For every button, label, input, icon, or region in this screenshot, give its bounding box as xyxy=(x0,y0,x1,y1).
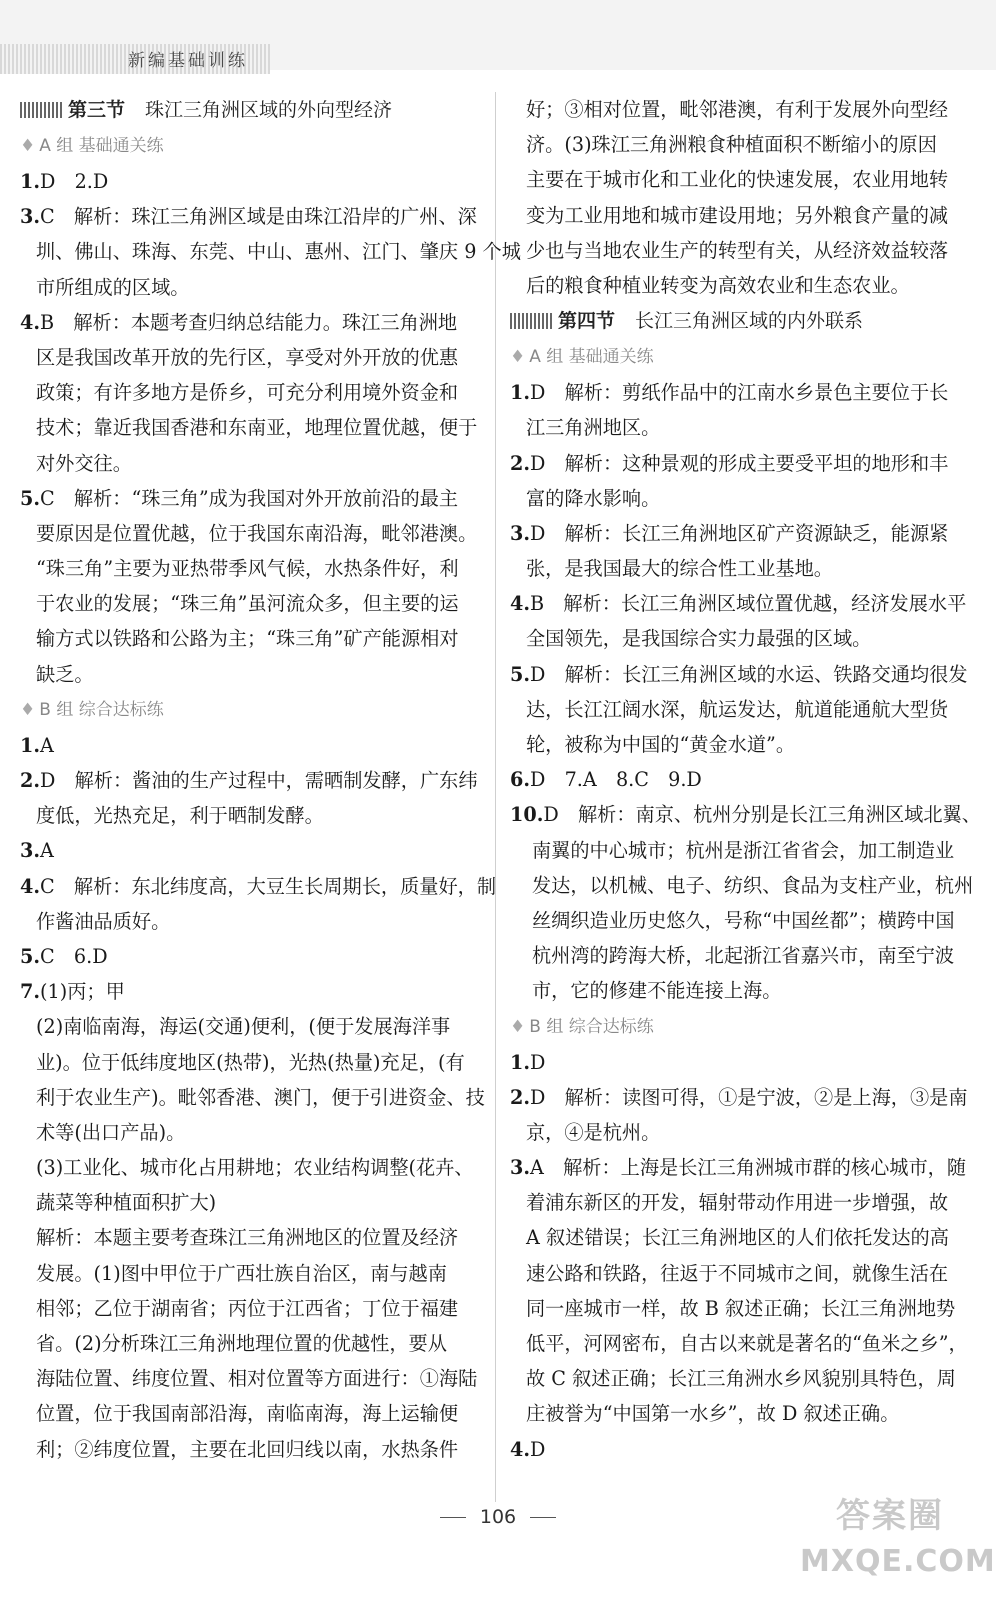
answer-text: D 解析：这种景观的形成主要受平坦的地形和丰 xyxy=(530,451,949,475)
answer-line xyxy=(510,586,980,621)
answer-text: C 解析：“珠三角”成为我国对外开放前沿的最主 xyxy=(40,486,459,510)
diamond-icon: ♦ xyxy=(510,347,526,368)
continuation-line: 南翼的中心城市；杭州是浙江省省会，加工制造业 xyxy=(532,838,955,862)
diamond-icon: ♦ xyxy=(20,699,36,720)
group-heading xyxy=(510,1009,980,1045)
continuation-line: 速公路和铁路，往返于不同城市之间，就像生活在 xyxy=(526,1261,949,1285)
section-title: 长江三角洲区域的内外联系 xyxy=(635,310,864,333)
answer-text: B 解析：长江三角洲区域位置优越，经济发展水平 xyxy=(530,592,967,616)
continuation-line: 输方式以铁路和公路为主；“珠三角”矿产能源相对 xyxy=(36,627,459,651)
group-title: B 组 综合达标练 xyxy=(529,1016,654,1037)
section-heading xyxy=(20,92,486,128)
section-number: 第三节 xyxy=(68,99,126,121)
continuation-line: 富的降水影响。 xyxy=(526,486,661,510)
continuation-line: 济。(3)珠江三角洲粮食种植面积不断缩小的原因 xyxy=(526,133,937,157)
continuation-line: 好；③相对位置，毗邻港澳，有利于发展外向型经 xyxy=(526,98,949,121)
question-number: 2. xyxy=(20,769,41,792)
page-number: 106 xyxy=(479,1506,517,1528)
answer-line xyxy=(510,1150,980,1185)
continuation-line: 技术；靠近我国香港和东南亚，地理位置优越，便于 xyxy=(36,416,478,440)
continuation-line: 市，它的修建不能连接上海。 xyxy=(532,979,782,1003)
group-heading xyxy=(20,128,486,164)
answer-text: (1)丙；甲 xyxy=(40,980,125,1004)
answer-line xyxy=(20,833,486,868)
continuation-line: (3)工业化、城市化占用耕地；农业结构调整(花卉、 xyxy=(36,1156,474,1180)
continuation-line: 区是我国改革开放的先行区，享受对外开放的优惠 xyxy=(36,345,459,369)
question-number: 3. xyxy=(20,839,41,863)
answer-text: D 解析：读图可得，①是宁波，②是上海，③是南 xyxy=(530,1085,968,1109)
answer-text: D 解析：南京、杭州分别是长江三角洲区域北翼、 xyxy=(543,803,981,827)
answer-text: A xyxy=(40,733,54,757)
continuation-line: 江三角洲地区。 xyxy=(526,416,661,440)
footer-dash-left xyxy=(440,1517,466,1518)
question-number: 3. xyxy=(510,1156,531,1180)
section-title: 珠江三角洲区域的外向型经济 xyxy=(145,99,393,121)
answer-line xyxy=(20,164,486,199)
question-number: 1. xyxy=(20,733,41,757)
continuation-line: 政策；有许多地方是侨乡，可充分利用境外资金和 xyxy=(36,381,459,405)
right-column xyxy=(510,92,980,1467)
continuation-line: 于农业的发展；“珠三角”虽河流众多，但主要的运 xyxy=(36,592,459,616)
answer-line xyxy=(20,869,497,904)
continuation-line: 对外交往。 xyxy=(36,451,132,475)
answer-line xyxy=(510,516,980,551)
continuation-line: 要原因是位置优越，位于我国东南沿海，毗邻港澳。 xyxy=(36,521,478,545)
answer-line xyxy=(20,481,486,516)
answer-text: D 解析：长江三角洲区域的水运、铁路交通均很发 xyxy=(530,662,968,686)
group-heading xyxy=(510,339,980,375)
watermark-line2: MXQE.COM xyxy=(800,1544,996,1579)
answer-line xyxy=(510,375,980,410)
continuation-line: 着浦东新区的开发，辐射带动作用进一步增强，故 xyxy=(526,1191,949,1215)
answer-text: B 解析：本题考查归纳总结能力。珠江三角洲地 xyxy=(40,310,458,334)
answer-line xyxy=(510,1045,980,1080)
continuation-line: 庄被誉为“中国第一水乡”，故 D 叙述正确。 xyxy=(526,1402,900,1426)
diamond-icon: ♦ xyxy=(510,1016,526,1037)
section-mark-icon xyxy=(20,102,62,118)
footer-dash-right xyxy=(530,1517,556,1518)
question-number: 4. xyxy=(510,592,531,616)
answer-text: C 解析：东北纬度高，大豆生长周期长，质量好，制 xyxy=(40,874,497,898)
continuation-line: 张，是我国最大的综合性工业基地。 xyxy=(526,557,833,581)
answer-text: D 解析：酱油的生产过程中，需晒制发酵，广东纬 xyxy=(40,769,478,792)
question-number: 5. xyxy=(510,662,531,686)
continuation-line: 后的粮食种植业转变为高效农业和生态农业。 xyxy=(526,273,910,297)
left-column xyxy=(20,92,521,1467)
continuation-line: 变为工业用地和城市建设用地；另外粮食产量的减 xyxy=(526,203,949,227)
group-title: A 组 基础通关练 xyxy=(39,136,164,156)
section-number: 第四节 xyxy=(558,310,616,333)
group-title: A 组 基础通关练 xyxy=(529,347,654,368)
continuation-line: 达，长江江阔水深，航运发达，航道能通航大型货 xyxy=(526,697,949,721)
answer-line xyxy=(20,763,486,798)
continuation-line: 相邻；乙位于湖南省；丙位于江西省；丁位于福建 xyxy=(36,1296,459,1320)
continuation-line: 杭州湾的跨海大桥，北起浙江省嘉兴市，南至宁波 xyxy=(532,944,955,968)
watermark-line1: 答案圈 xyxy=(836,1496,944,1536)
answer-text: D xyxy=(530,1050,546,1074)
continuation-line: 故 C 叙述正确；长江三角洲水乡风貌别具特色，周 xyxy=(526,1367,956,1391)
question-number: 10. xyxy=(510,803,544,827)
continuation-line: 海陆位置、纬度位置、相对位置等方面进行：①海陆 xyxy=(36,1367,478,1391)
answer-line xyxy=(20,728,486,763)
continuation-line: 少也与当地农业生产的转型有关，从经济效益较落 xyxy=(526,238,949,262)
continuation-line: 位置，位于我国南部沿海，南临南海，海上运输便 xyxy=(36,1402,459,1426)
answer-line xyxy=(20,974,486,1009)
answer-line xyxy=(20,305,486,340)
continuation-line: 全国领先，是我国综合实力最强的区域。 xyxy=(526,627,872,651)
continuation-line: 蔬菜等种植面积扩大) xyxy=(36,1191,217,1215)
answer-text: C 6.D xyxy=(40,944,108,968)
answer-text: D xyxy=(530,1437,546,1461)
continuation-line: “珠三角”主要为亚热带季风气候，水热条件好，利 xyxy=(36,557,459,581)
answer-text: D 2.D xyxy=(40,170,109,193)
continuation-line: 丝绸织造业历史悠久，号称“中国丝都”；横跨中国 xyxy=(532,908,955,932)
continuation-line: 圳、佛山、珠海、东莞、中山、惠州、江门、肇庆 9 个城 xyxy=(36,240,521,264)
group-heading xyxy=(20,692,486,728)
continuation-line: 主要在于城市化和工业化的快速发展，农业用地转 xyxy=(526,168,949,192)
answer-line xyxy=(510,1080,980,1115)
continuation-line: 京，④是杭州。 xyxy=(526,1120,661,1144)
continuation-line: 度低，光热充足，利于晒制发酵。 xyxy=(36,804,324,828)
answer-text: A xyxy=(40,839,54,863)
continuation-line: 术等(出口产品)。 xyxy=(36,1120,186,1144)
book-title: 新编基础训练 xyxy=(128,51,248,71)
answer-line xyxy=(510,657,980,692)
section-heading xyxy=(510,303,980,339)
continuation-line: 市所组成的区域。 xyxy=(36,275,190,299)
answer-text: D 解析：长江三角洲地区矿产资源缺乏，能源紧 xyxy=(530,521,949,545)
question-number: 4. xyxy=(20,310,41,334)
answer-text: A 解析：上海是长江三角洲城市群的核心城市，随 xyxy=(530,1156,967,1180)
continuation-line: A 叙述错误；长江三角洲地区的人们依托发达的高 xyxy=(526,1226,949,1250)
question-number: 3. xyxy=(20,205,41,229)
question-number: 4. xyxy=(20,874,41,898)
question-number: 5. xyxy=(20,944,41,968)
continuation-line: 发展。(1)图中甲位于广西壮族自治区，南与越南 xyxy=(36,1261,447,1285)
answer-line xyxy=(510,797,980,832)
answer-text: D 7.A 8.C 9.D xyxy=(530,768,702,792)
question-number: 2. xyxy=(510,1085,531,1109)
continuation-line: 业)。位于低纬度地区(热带)，光热(热量)充足，(有 xyxy=(36,1050,465,1074)
answer-text: C 解析：珠江三角洲区域是由珠江沿岸的广州、深 xyxy=(40,205,477,229)
answer-line xyxy=(20,939,486,974)
answer-line xyxy=(510,762,980,797)
answer-line xyxy=(20,199,486,234)
continuation-line: 解析：本题主要考查珠江三角洲地区的位置及经济 xyxy=(36,1226,459,1250)
question-number: 1. xyxy=(510,1050,531,1074)
continuation-line: (2)南临南海，海运(交通)便利，(便于发展海洋事 xyxy=(36,1015,451,1039)
continuation-line: 低平，河网密布，自古以来就是著名的“鱼米之乡”， xyxy=(526,1332,968,1355)
question-number: 1. xyxy=(510,381,531,405)
continuation-line: 利于农业生产)。毗邻香港、澳门，便于引进资金、技 xyxy=(36,1085,485,1109)
group-title: B 组 综合达标练 xyxy=(39,699,164,720)
question-number: 5. xyxy=(20,486,41,510)
continuation-line: 省。(2)分析珠江三角洲地理位置的优越性，要从 xyxy=(36,1332,447,1355)
column-divider xyxy=(495,92,496,1502)
continuation-line: 轮，被称为中国的“黄金水道”。 xyxy=(526,733,796,756)
section-mark-icon xyxy=(510,313,552,329)
continuation-line: 发达，以机械、电子、纺织、食品为支柱产业，杭州 xyxy=(532,873,974,897)
diamond-icon: ♦ xyxy=(20,136,36,156)
question-number: 3. xyxy=(510,521,531,545)
question-number: 6. xyxy=(510,768,531,792)
continuation-line: 同一座城市一样，故 B 叙述正确；长江三角洲地势 xyxy=(526,1296,956,1320)
continuation-line: 作酱油品质好。 xyxy=(36,909,171,933)
answer-line xyxy=(510,446,980,481)
question-number: 2. xyxy=(510,451,531,475)
question-number: 7. xyxy=(20,980,41,1004)
question-number: 4. xyxy=(510,1437,531,1461)
continuation-line: 利；②纬度位置，主要在北回归线以南，水热条件 xyxy=(36,1437,459,1461)
watermark-logo xyxy=(800,1490,996,1600)
question-number: 1. xyxy=(20,170,41,193)
answer-text: D 解析：剪纸作品中的江南水乡景色主要位于长 xyxy=(530,381,949,405)
continuation-line: 缺乏。 xyxy=(36,662,94,686)
answer-line xyxy=(510,1432,980,1467)
